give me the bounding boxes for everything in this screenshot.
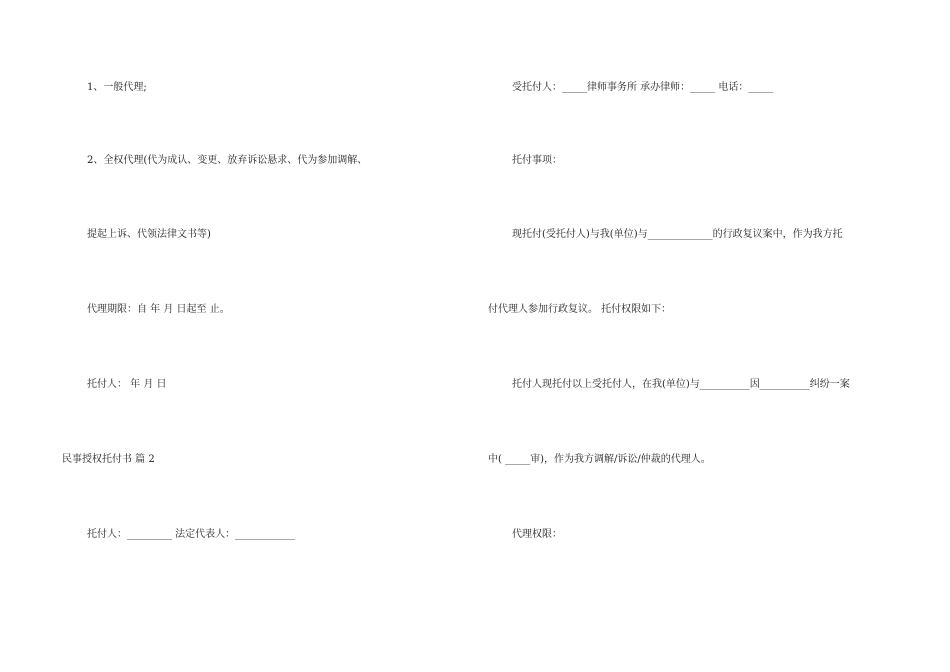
principal-representative-line: 托付人：_________ 法定代表人：____________ xyxy=(87,529,296,540)
agency-authority-heading: 代理权限： xyxy=(512,529,562,540)
principal-date-line: 托付人： 年 月 日 xyxy=(87,379,167,390)
agent-info-line: 受托付人：_____律师事务所 承办律师：_____ 电话：_____ xyxy=(512,82,774,93)
agency-period: 代理期限：自 年 月 日起至 止。 xyxy=(87,304,230,315)
section-title: 民事授权托付书 篇 2 xyxy=(62,454,155,465)
entrustment-statement-continued: 付代理人参加行政复议。 托付权限如下： xyxy=(488,304,672,315)
dispute-statement: 托付人现托付以上受托付人，在我(单位)与__________因__________纠纷一案 xyxy=(512,379,850,390)
option-full-agency-continued: 提起上诉、代领法律文书等) xyxy=(87,229,211,240)
right-column xyxy=(475,0,950,672)
option-general-agency: 1、一般代理; xyxy=(87,82,147,93)
entrusted-matters-heading: 托付事项： xyxy=(512,155,562,166)
dispute-statement-continued: 中( _____审)，作为我方调解/诉讼/仲裁的代理人。 xyxy=(488,454,711,465)
entrustment-statement: 现托付(受托付人)与我(单位)与_____________的行政复议案中，作为我方托 xyxy=(512,229,843,240)
option-full-agency: 2、全权代理(代为成认、变更、放弃诉讼悬求、代为参加调解、 xyxy=(87,155,368,166)
